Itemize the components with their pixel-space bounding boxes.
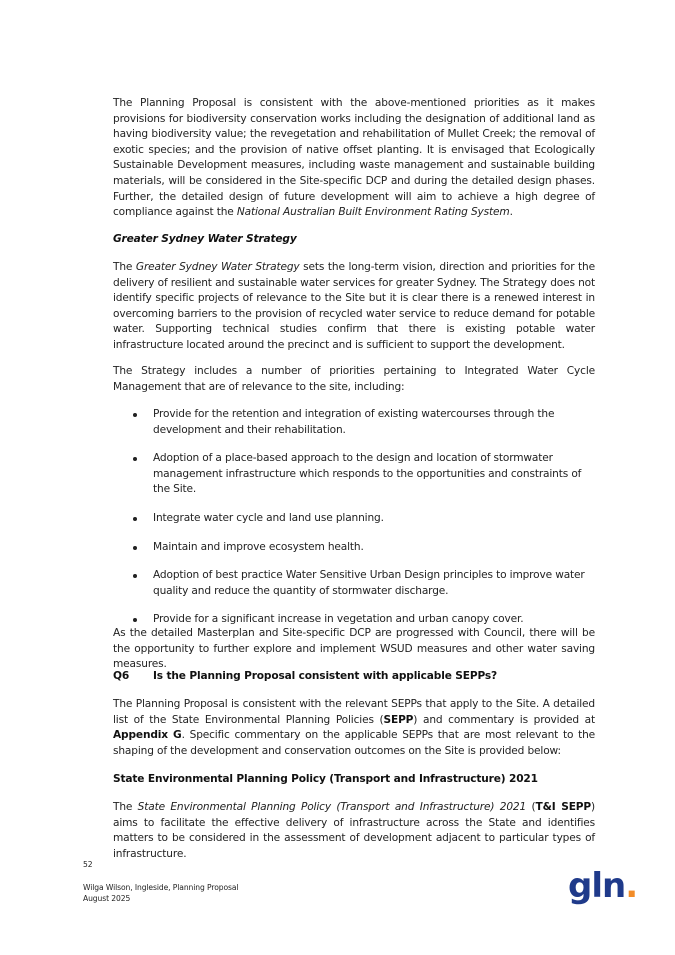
bold-term: T&I SEPP bbox=[535, 801, 592, 813]
bullet-icon bbox=[133, 574, 137, 578]
bullet-icon bbox=[133, 457, 137, 461]
paragraph-sepp-consistency bbox=[113, 697, 595, 759]
list-item-text: Integrate water cycle and land use planning. bbox=[153, 511, 384, 524]
gln-logo bbox=[568, 866, 637, 906]
list-item bbox=[113, 540, 595, 556]
paragraph-text: ( bbox=[526, 801, 536, 813]
list-item bbox=[113, 407, 595, 438]
heading-transport-infrastructure-sepp: State Environmental Planning Policy (Transport and Infrastructure) 2021 bbox=[113, 773, 538, 785]
paragraph-text: The Planning Proposal is consistent with the above-mentioned priorities as it makes provisions for biodiversity conservation works including the designation of additional land as having biodiversity value; the revegetation and rehabilitation of Mullet Creek; the removal of exotic species; and the provision of native offset planting. It is envisaged that Ecologically Sustainable Development measures, including waste management and sustainable building materials, will be considered in the Site-specific DCP and during the detailed design phases. Further, the detailed design of future development will aim to achieve a high degree of compliance against the bbox=[113, 97, 595, 219]
bold-term: SEPP bbox=[383, 713, 414, 726]
list-item bbox=[113, 511, 595, 527]
list-item-text: Provide for a significant increase in vegetation and urban canopy cover. bbox=[153, 613, 524, 626]
logo-text: gln bbox=[568, 866, 626, 906]
paragraph-priorities bbox=[113, 96, 595, 221]
question-title: Is the Planning Proposal consistent with applicable SEPPs? bbox=[153, 670, 498, 682]
paragraph-text: The bbox=[113, 261, 136, 273]
paragraph-masterplan: As the detailed Masterplan and Site-specific DCP are progressed with Council, there will be the opportunity to further explore and implement WSUD measures and other water saving measures. bbox=[113, 627, 595, 671]
italic-reference: National Australian Built Environment Rating System bbox=[236, 206, 510, 219]
list-item bbox=[113, 451, 595, 498]
bullet-icon bbox=[133, 618, 137, 622]
list-item-text: Provide for the retention and integration of existing watercourses through the development and their rehabilitation. bbox=[153, 408, 555, 436]
paragraph-text: The bbox=[113, 801, 138, 813]
paragraph-text: The Planning Proposal is consistent with the relevant SEPPs that apply to the Site. A detailed list of the State Environmental Planning Policies ( bbox=[113, 698, 595, 726]
paragraph-priorities-intro: The Strategy includes a number of priorities pertaining to Integrated Water Cycle Management that are of relevance to the site, including: bbox=[113, 365, 595, 393]
appendix-reference: Appendix G bbox=[113, 729, 182, 742]
footer-doc-title: Wilga Wilson, Ingleside, Planning Proposal bbox=[83, 883, 239, 892]
heading-q6 bbox=[113, 669, 595, 685]
footer-date: August 2025 bbox=[83, 894, 131, 903]
paragraph-water-strategy bbox=[113, 260, 595, 354]
paragraph-ti-sepp bbox=[113, 800, 595, 862]
bullet-icon bbox=[133, 546, 137, 550]
bullet-icon bbox=[133, 413, 137, 417]
paragraph-end: . bbox=[509, 206, 513, 219]
heading-greater-sydney-water-strategy: Greater Sydney Water Strategy bbox=[113, 233, 297, 245]
page-number: 52 bbox=[83, 860, 93, 869]
paragraph-text: sets the long-term vision, direction and priorities for the delivery of resilient and sustainable water services for greater Sydney. The Strategy does not identify specific projects of relevance to the Site but it is clear there is a renewed interest in overcoming barriers to the provision of recycled water service to reduce demand for potable water. Supporting technical studies confirm that there is existing potable water infrastructure located around the precinct and is sufficient to support the development. bbox=[113, 261, 595, 351]
list-item-text: Maintain and improve ecosystem health. bbox=[153, 540, 364, 553]
paragraph-text: . Specific commentary on the applicable SEPPs that are most relevant to the shaping of the development and conservation outcomes on the Site is provided below: bbox=[113, 729, 596, 757]
logo-dot-icon: . bbox=[625, 866, 638, 906]
italic-reference: Greater Sydney Water Strategy bbox=[135, 261, 300, 273]
list-item-text: Adoption of best practice Water Sensitive Urban Design principles to improve water quality and reduce the quantity of stormwater discharge. bbox=[153, 569, 585, 597]
question-number: Q6 bbox=[113, 670, 130, 682]
bullet-icon bbox=[133, 517, 137, 521]
paragraph-text: ) and commentary is provided at bbox=[413, 713, 595, 726]
paragraph-text: ) aims to facilitate the effective delivery of infrastructure across the State and identifies matters to be considered in the assessment of development adjacent to particular types of infrastructure. bbox=[113, 801, 595, 860]
italic-reference: State Environmental Planning Policy (Transport and Infrastructure) 2021 bbox=[137, 801, 527, 813]
list-item bbox=[113, 568, 595, 599]
list-item-text: Adoption of a place-based approach to the design and location of stormwater management infrastructure which responds to the opportunities and constraints of the Site. bbox=[153, 452, 582, 496]
priorities-list bbox=[113, 407, 595, 641]
